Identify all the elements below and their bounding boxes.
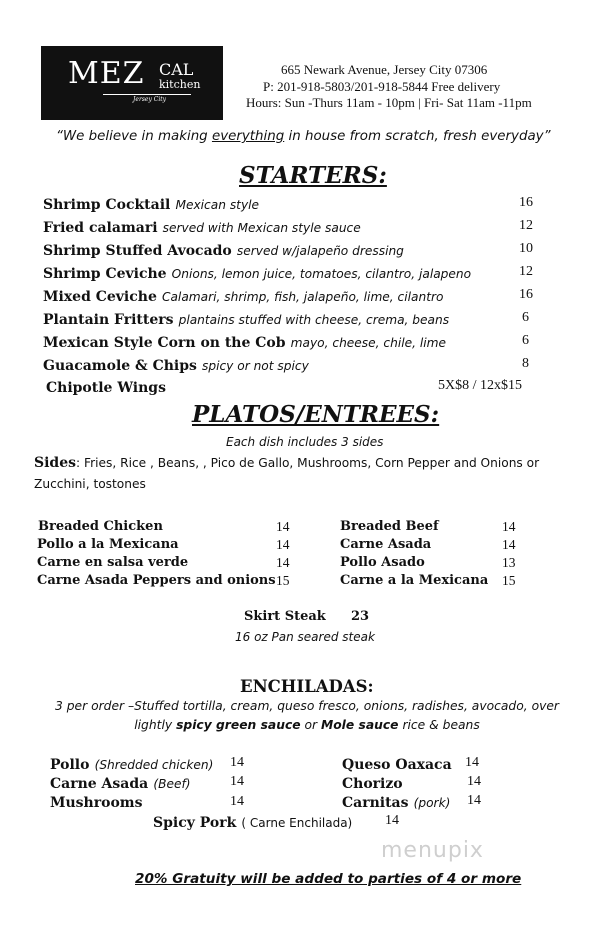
starter-price: 5X$8 / 12x$15 xyxy=(438,378,522,393)
entree-price: 14 xyxy=(502,537,516,552)
gratuity-notice: 20% Gratuity will be added to parties of 4 or more xyxy=(135,871,522,887)
starter-price: 12 xyxy=(519,264,533,279)
entree-price: 14 xyxy=(502,519,516,534)
enchilada-name: Carnitas xyxy=(342,795,409,811)
starter-name: Shrimp Ceviche xyxy=(43,266,167,282)
starter-price: 16 xyxy=(519,287,533,302)
starters-heading: STARTERS: xyxy=(239,162,387,189)
entree-name: Carne en salsa verde xyxy=(37,555,189,570)
enchilada-price: 14 xyxy=(467,774,481,789)
entree-name: Breaded Beef xyxy=(340,519,439,534)
starter-desc: mayo, cheese, chile, lime xyxy=(290,336,446,350)
enchilada-special-price: 14 xyxy=(385,813,399,828)
entree-name: Pollo Asado xyxy=(340,555,425,570)
enchilada-price: 14 xyxy=(467,793,481,808)
starter-desc: Calamari, shrimp, fish, jalapeño, lime, cilantro xyxy=(161,290,444,304)
starter-price: 12 xyxy=(519,218,533,233)
logo-divider xyxy=(103,94,191,95)
entree-price: 14 xyxy=(276,537,290,552)
enchilada-name: Mushrooms xyxy=(50,795,143,811)
enchilada-item xyxy=(50,773,191,792)
starter-desc: served w/jalapeño dressing xyxy=(236,244,404,258)
starter-name: Mixed Ceviche xyxy=(43,289,157,305)
enchilada-price: 14 xyxy=(230,794,244,809)
skirt-steak-desc: 16 oz Pan seared steak xyxy=(235,630,375,644)
entree-name: Carne Asada Peppers and onions xyxy=(37,573,276,588)
quote-emphasis: everything xyxy=(211,129,285,144)
entree-price: 15 xyxy=(502,573,516,588)
phone-numbers: P: 201-918-5803/201-918-5844 Free delivery xyxy=(263,79,501,94)
enchilada-desc: ( Carne Enchilada) xyxy=(241,816,353,830)
starter-name: Plantain Fritters xyxy=(43,312,174,328)
enchilada-item xyxy=(50,792,142,811)
starter-price: 6 xyxy=(522,310,529,325)
enchilada-name: Carne Asada xyxy=(50,776,149,792)
starter-desc: spicy or not spicy xyxy=(201,359,309,373)
starter-name: Chipotle Wings xyxy=(46,380,166,396)
starter-item xyxy=(43,263,471,282)
sides-list xyxy=(34,453,574,495)
starter-name: Shrimp Stuffed Avocado xyxy=(43,243,232,259)
address: 665 Newark Avenue, Jersey City 07306 xyxy=(281,62,488,77)
starter-desc: served with Mexican style sauce xyxy=(162,221,361,235)
starter-name: Fried calamari xyxy=(43,220,158,236)
sides-text: : Fries, Rice , Beans, , Pico de Gallo, Mushrooms, Corn Pepper and Onions or Zucchini, tostones xyxy=(34,456,540,491)
tagline-quote xyxy=(56,129,551,144)
enchilada-desc: (Beef) xyxy=(153,777,191,791)
ench-desc-end: rice & beans xyxy=(398,718,480,732)
skirt-steak-name: Skirt Steak xyxy=(244,609,326,624)
enchilada-item xyxy=(342,773,403,792)
entree-price: 13 xyxy=(502,555,516,570)
starter-name: Shrimp Cocktail xyxy=(43,197,171,213)
menupix-watermark: menupix xyxy=(381,838,484,863)
ench-desc-main: 3 per order –Stuffed tortilla, cream, queso fresco, onions, radishes, avocado, over lightly xyxy=(55,699,559,732)
starter-item xyxy=(43,286,443,305)
enchiladas-description xyxy=(40,697,574,735)
sides-label: Sides xyxy=(34,455,77,471)
enchilada-special xyxy=(153,812,352,831)
entree-price: 14 xyxy=(276,555,290,570)
entree-price: 15 xyxy=(276,573,290,588)
entree-name: Carne Asada xyxy=(340,537,432,552)
enchilada-item xyxy=(50,754,213,773)
entrees-heading: PLATOS/ENTREES: xyxy=(192,401,440,428)
quote-end: in house from scratch, fresh everyday” xyxy=(284,129,551,144)
starter-item xyxy=(46,377,166,396)
enchilada-desc: (Shredded chicken) xyxy=(94,758,214,772)
skirt-steak-price: 23 xyxy=(351,609,370,624)
ench-desc-green: spicy green sauce xyxy=(176,718,301,732)
logo-mez: MEZ xyxy=(68,56,145,91)
logo-kitchen: kitchen xyxy=(159,78,201,91)
enchilada-price: 14 xyxy=(465,755,479,770)
enchilada-price: 14 xyxy=(230,774,244,789)
enchilada-name: Queso Oaxaca xyxy=(342,757,452,773)
entree-name: Breaded Chicken xyxy=(38,519,163,534)
enchilada-item xyxy=(342,754,452,773)
enchiladas-heading: ENCHILADAS: xyxy=(240,677,374,696)
starter-item xyxy=(43,240,404,259)
entree-price: 14 xyxy=(276,519,290,534)
starter-name: Guacamole & Chips xyxy=(43,358,197,374)
starter-price: 8 xyxy=(522,356,529,371)
logo-cal: CAL xyxy=(159,60,194,79)
starter-desc: plantains stuffed with cheese, crema, beans xyxy=(178,313,450,327)
starter-price: 10 xyxy=(519,241,533,256)
quote-start: “We believe in making xyxy=(56,129,212,144)
starter-item xyxy=(43,309,449,328)
starter-desc: Mexican style xyxy=(175,198,260,212)
entree-name: Carne a la Mexicana xyxy=(340,573,489,588)
starter-desc: Onions, lemon juice, tomatoes, cilantro, jalapeno xyxy=(171,267,472,281)
ench-desc-or: or xyxy=(300,718,321,732)
starter-item xyxy=(43,194,259,213)
enchilada-item xyxy=(342,792,450,811)
starter-price: 16 xyxy=(519,195,533,210)
restaurant-logo xyxy=(41,46,223,120)
entrees-note: Each dish includes 3 sides xyxy=(226,435,384,449)
starter-item xyxy=(43,332,446,351)
entree-name: Pollo a la Mexicana xyxy=(37,537,179,552)
enchilada-desc: (pork) xyxy=(413,796,451,810)
ench-desc-mole: Mole sauce xyxy=(321,718,399,732)
starter-item xyxy=(43,355,309,374)
opening-hours: Hours: Sun -Thurs 11am - 10pm | Fri- Sat 11am -11pm xyxy=(246,95,532,110)
enchilada-name: Chorizo xyxy=(342,776,403,792)
enchilada-name: Spicy Pork xyxy=(153,815,237,831)
enchilada-name: Pollo xyxy=(50,757,90,773)
starter-price: 6 xyxy=(522,333,529,348)
enchilada-price: 14 xyxy=(230,755,244,770)
starter-name: Mexican Style Corn on the Cob xyxy=(43,335,286,351)
logo-city: Jersey City xyxy=(133,96,167,103)
starter-item xyxy=(43,217,361,236)
